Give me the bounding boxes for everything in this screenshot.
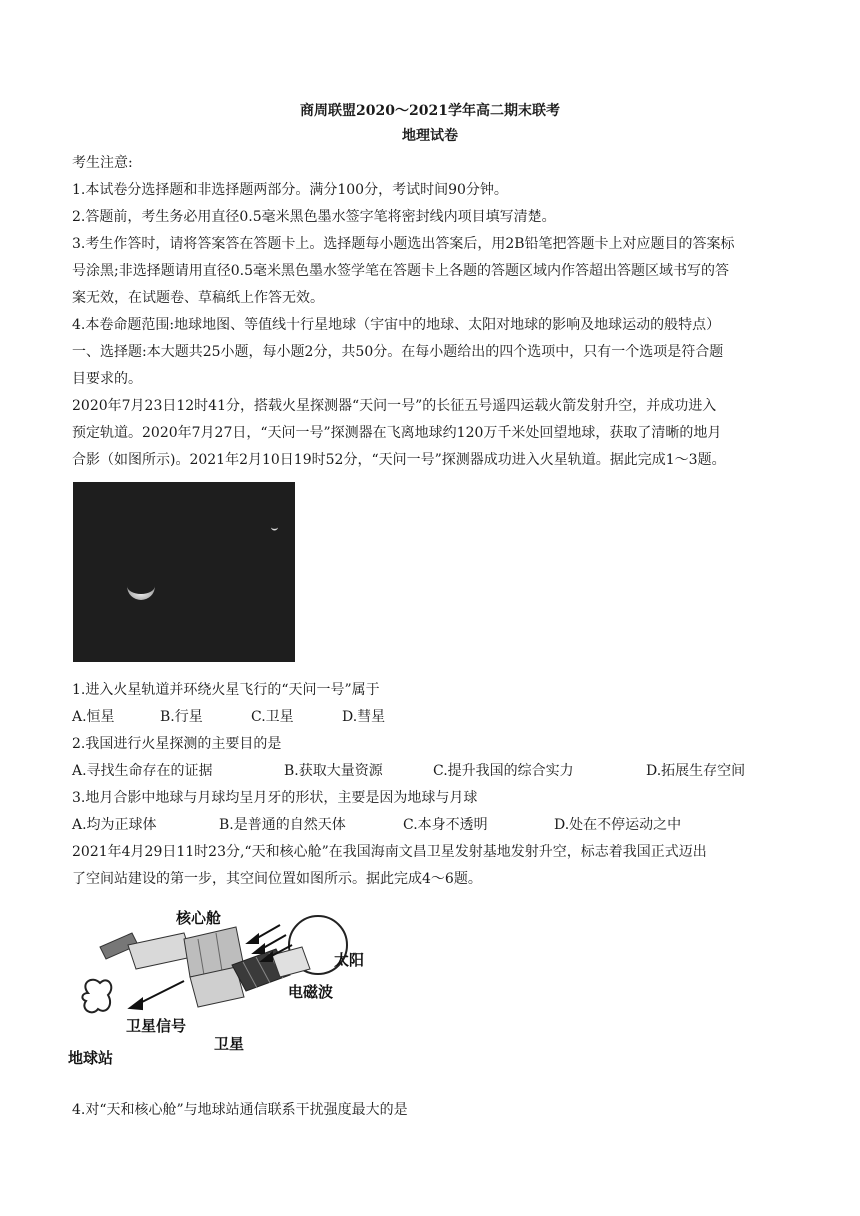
passage-line: 了空间站建设的第一步，其空间位置如图所示。据此完成4～6题。	[72, 871, 482, 887]
option-c[interactable]: C.卫星	[251, 709, 294, 725]
notice-item: 1.本试卷分选择题和非选择题两部分。满分100分，考试时间90分钟。	[72, 182, 508, 198]
space-station-drawing	[66, 905, 366, 1070]
exam-title: 商周联盟2020～2021学年高二期末联考	[300, 103, 560, 119]
section-intro: 目要求的。	[72, 371, 142, 387]
passage-line: 合影（如图所示)。2021年2月10日19时52分，“天问一号”探测器成功进入火星轨道。据此完成1～3题。	[72, 452, 726, 468]
notice-heading: 考生注意:	[72, 155, 133, 171]
notice-item: 2.答题前，考生务必用直径0.5毫米黑色墨水签字笔将密封线内项目填写清楚。	[72, 209, 556, 225]
option-b[interactable]: B.获取大量资源	[284, 763, 383, 779]
label-em-wave: 电磁波	[288, 983, 334, 1001]
notice-item: 案无效，在试题卷、草稿纸上作答无效。	[72, 290, 324, 306]
option-d[interactable]: D.处在不停运动之中	[554, 817, 682, 833]
option-d[interactable]: D.彗星	[342, 709, 386, 725]
option-b[interactable]: B.是普通的自然天体	[219, 817, 346, 833]
option-d[interactable]: D.拓展生存空间	[646, 763, 746, 779]
passage-line: 预定轨道。2020年7月27日，“天问一号”探测器在飞离地球约120万千米处回望地球，获取了清晰的地月	[72, 425, 722, 441]
notice-item: 4.本卷命题范围:地球地图、等值线十行星地球（宇宙中的地球、太阳对地球的影响及地球运动的般特点）	[72, 317, 721, 333]
option-c[interactable]: C.本身不透明	[403, 817, 488, 833]
section-intro: 一、选择题:本大题共25小题，每小题2分，共50分。在每小题给出的四个选项中，只有一个选项是符合题	[72, 344, 724, 360]
passage-line: 2020年7月23日12时41分，搭载火星探测器“天问一号”的长征五号遥四运载火箭发射升空，并成功进入	[72, 398, 717, 414]
question-stem: 1.进入火星轨道并环绕火星飞行的“天问一号”属于	[72, 682, 380, 698]
label-satellite: 卫星	[214, 1035, 245, 1053]
option-c[interactable]: C.提升我国的综合实力	[433, 763, 574, 779]
label-satellite-signal: 卫星信号	[126, 1017, 187, 1035]
earth-moon-photo	[73, 482, 295, 662]
option-a[interactable]: A.恒星	[72, 709, 115, 725]
label-sun: 太阳	[334, 951, 365, 969]
question-stem: 4.对“天和核心舱”与地球站通信联系干扰强度最大的是	[72, 1102, 408, 1118]
option-b[interactable]: B.行星	[160, 709, 203, 725]
earth-moon-image	[73, 482, 295, 662]
label-earth-station: 地球站	[68, 1049, 114, 1067]
question-stem: 2.我国进行火星探测的主要目的是	[72, 736, 282, 752]
space-station-diagram	[66, 905, 366, 1070]
notice-item: 号涂黑;非选择题请用直径0.5毫米黑色墨水签学笔在答题卡上各题的答题区域内作答超出答题区域书写的答	[72, 263, 729, 279]
passage-line: 2021年4月29日11时23分,“天和核心舱”在我国海南文昌卫星发射基地发射升空，标志着我国正式迈出	[72, 844, 707, 860]
label-core-module: 核心舱	[176, 909, 222, 927]
exam-subtitle: 地理试卷	[402, 128, 458, 144]
option-a[interactable]: A.均为正球体	[72, 817, 157, 833]
question-stem: 3.地月合影中地球与月球均呈月牙的形状，主要是因为地球与月球	[72, 790, 478, 806]
notice-item: 3.考生作答时，请将答案答在答题卡上。选择题每小题选出答案后，用2B铅笔把答题卡上对应题目的答案标	[72, 236, 735, 252]
option-a[interactable]: A.寻找生命存在的证据	[72, 763, 213, 779]
